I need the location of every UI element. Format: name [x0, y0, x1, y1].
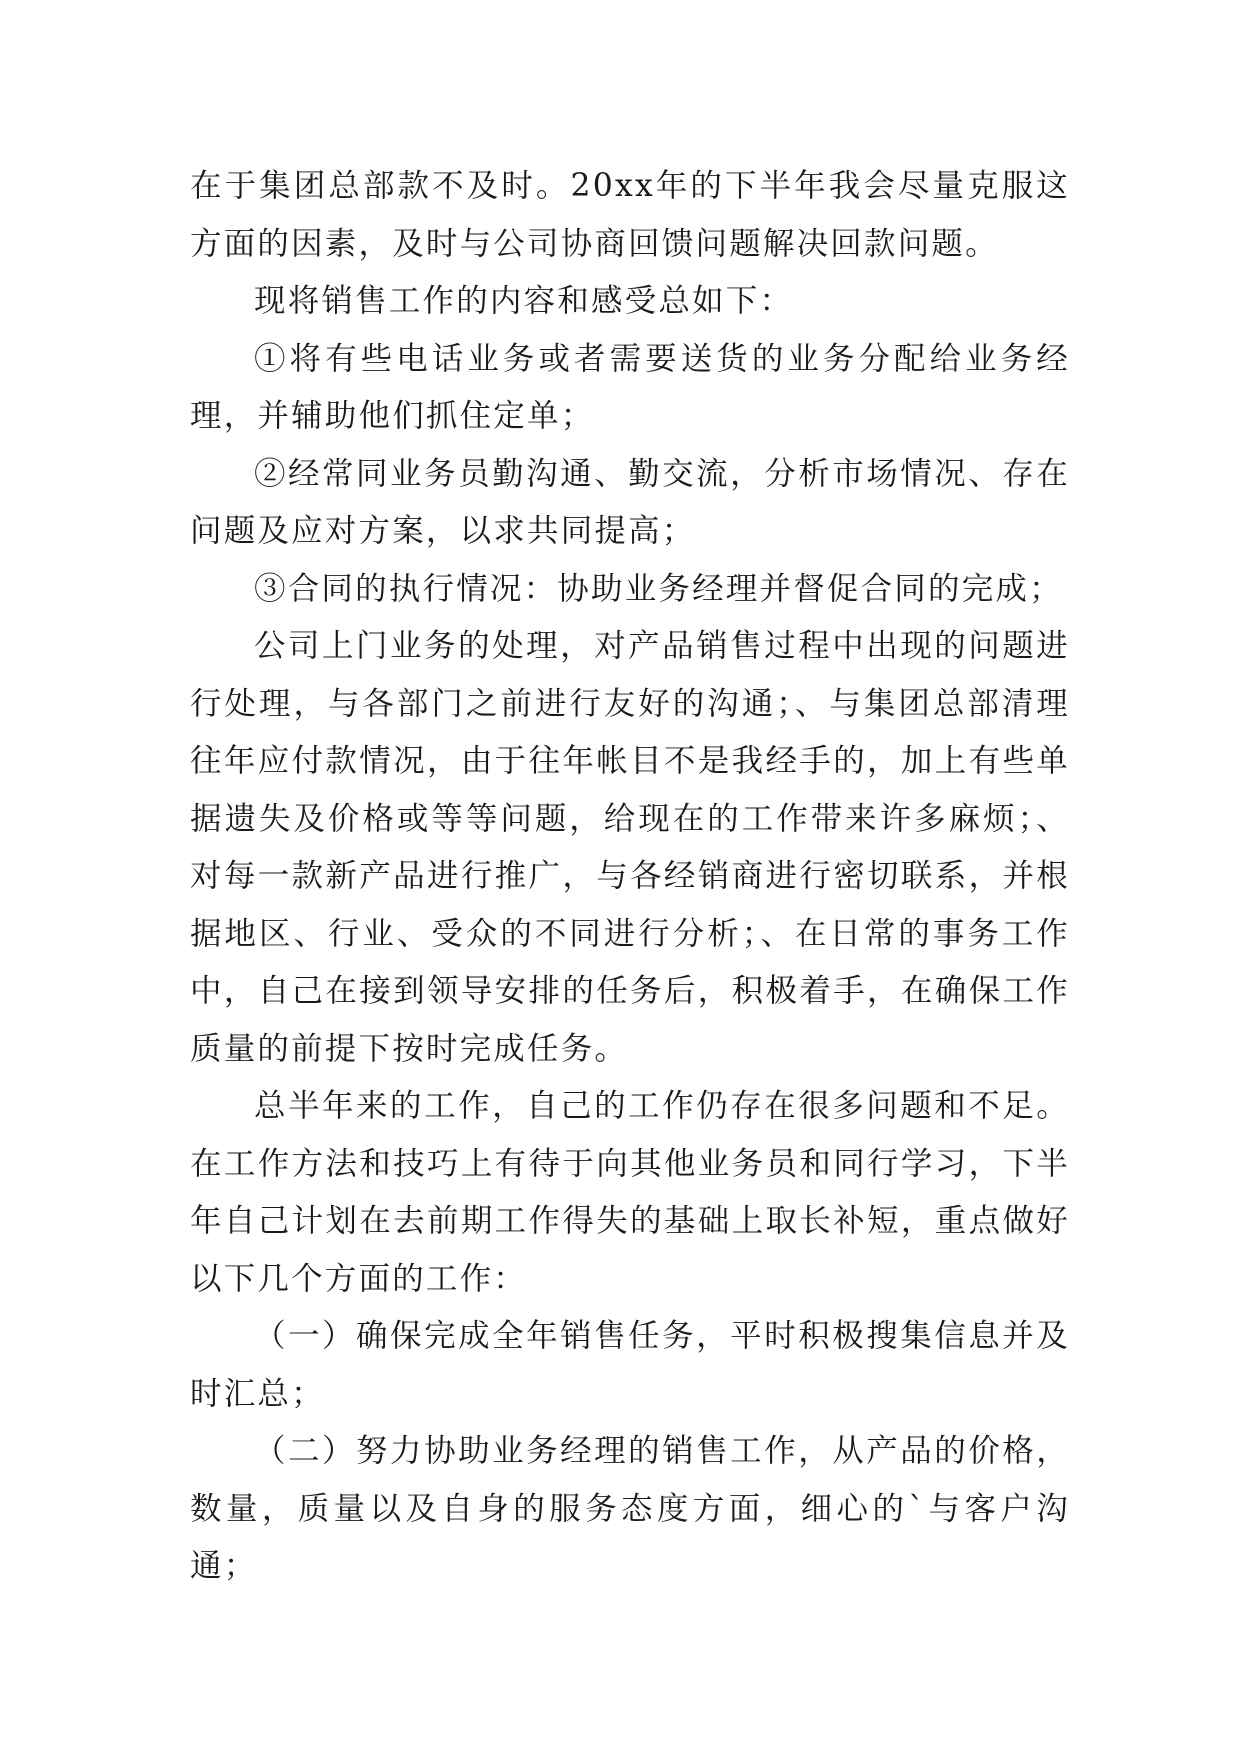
paragraph-intro: 现将销售工作的内容和感受总如下：	[254, 283, 794, 319]
paragraph-item-3: ③合同的执行情况：协助业务经理并督促合同的完成；	[254, 570, 1063, 607]
paragraph-item-2: ②经常同业务员勤沟通、勤交流，分析市场情况、存在问题及应对方案，以求共同提高；	[190, 455, 1070, 549]
paragraph-business: 公司上门业务的处理，对产品销售过程中出现的问题进行处理，与各部门之前进行友好的沟通；、与集团总部清理往年应付款情况，由于往年帐目不是我经手的，加上有些单据遗失及价格或等等问题，给现在的工作带来许多麻烦；、对每一款新产品进行推广，与各经销商进行密切联系，并根据地区、行业、受众的不同进行分析；、在日常的事务工作中，自己在接到领导安排的任务后，积极着手，在确保工作质量的前提下按时完成任务。	[190, 628, 1070, 1067]
paragraph-continued: 在于集团总部款不及时。20xx年的下半年我会尽量克服这方面的因素，及时与公司协商回馈问题解决回款问题。	[190, 168, 1070, 262]
paragraph-item-1: ①将有些电话业务或者需要送货的业务分配给业务经理，并辅助他们抓住定单；	[190, 340, 1070, 434]
paragraph-plan-2: （二）努力协助业务经理的销售工作，从产品的价格，数量，质量以及自身的服务态度方面，细心的`与客户沟通；	[190, 1433, 1070, 1584]
document-body	[190, 158, 1070, 1596]
paragraph-plan-1: （一）确保完成全年销售任务，平时积极搜集信息并及时汇总；	[190, 1318, 1070, 1412]
paragraph-summary: 总半年来的工作，自己的工作仍存在很多问题和不足。在工作方法和技巧上有待于向其他业务员和同行学习，下半年自己计划在去前期工作得失的基础上取长补短，重点做好以下几个方面的工作：	[190, 1088, 1070, 1297]
